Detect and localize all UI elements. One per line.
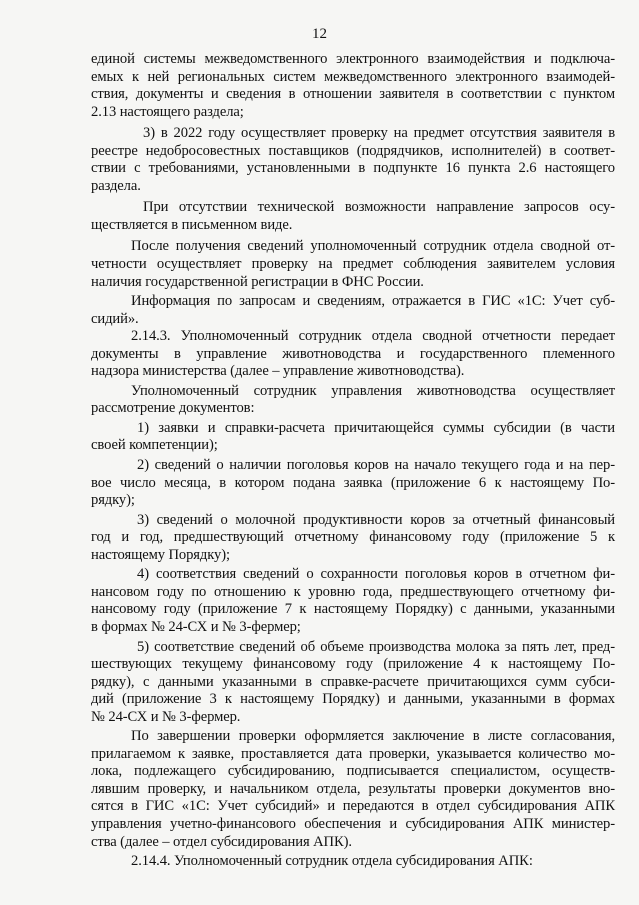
text-line: 3) сведений о молочной продуктивности коров за отчетный финансовый [137,511,615,528]
paragraph [91,853,615,871]
paragraph [91,51,615,121]
text-line: Информация по запросам и сведениям, отражается в ГИС «1С: Учет суб- [131,293,615,310]
text-line: 4) соответствия сведений о сохранности поголовья коров в отчетном фи- [137,566,615,583]
paragraph [91,328,615,381]
paragraph [91,457,615,510]
text-line: ствии с требованиями, установленными в подпункте 16 пункта 2.6 настоящего [91,160,615,177]
text-line: рядку); [91,492,135,509]
text-line: № 24-СХ и № 3-фермер. [91,708,241,725]
paragraph [91,512,615,565]
text-line: своей компетенции); [91,437,218,454]
paragraph [91,728,615,851]
paragraph [91,420,615,455]
text-line: шествующих текущему финансовому году (приложение 4 к настоящему По- [91,656,615,673]
paragraph [91,639,615,727]
text-line: настоящему Порядку); [91,546,230,563]
paragraph [91,293,615,328]
text-line: документы в управление животноводства и государственного племенного [91,345,615,362]
text-line: лявшим проверку, и начальником отдела, результаты проверки документов вно- [91,780,615,797]
text-line: 2.13 настоящего раздела; [91,103,244,120]
text-line: единой системы межведомственного электронного взаимодействия и подключа- [91,51,615,67]
text-line: надзора министерства (далее – управление животноводства). [91,363,465,380]
text-line: ствия, документы и сведения в отношении заявителя в соответствии с пунктом [91,86,615,103]
text-line: При отсутствии технической возможности направление запросов осу- [143,199,615,216]
text-line: Уполномоченный сотрудник управления животноводства осуществляет [131,382,615,399]
text-line: нансовом году по отношению к уровню года, предшествующего отчетному фи- [91,583,615,600]
text-line: 3) в 2022 году осуществляет проверку на предмет отсутствия заявителя в [143,125,615,142]
text-line: нансовому году (приложение 7 к настоящему Порядку) с данными, указанными [91,601,615,618]
text-line: 2.14.3. Уполномоченный сотрудник отдела сводной отчетности передает [131,328,615,345]
body-text [91,51,615,871]
text-line: дий (приложение 3 к настоящему Порядку) и данными, указанными в формах [91,691,615,708]
text-line: раздела. [91,177,141,194]
text-line: сидий». [91,310,139,327]
text-line: лока, подлежащего субсидированию, подписывается специалистом, осуществ- [91,763,615,780]
text-line: в формах № 24-СХ и № 3-фермер; [91,618,301,635]
text-line: вое число месяца, в котором подана заявка (приложение 6 к настоящему По- [91,474,615,491]
text-line: сятся в ГИС «1С: Учет субсидий» и передаются в отдел субсидирования АПК [91,798,615,815]
text-line: 1) заявки и справки-расчета причитающейся суммы субсидии (в части [137,419,615,436]
text-line: После получения сведений уполномоченный сотрудник отдела сводной от- [131,238,615,255]
text-line: реестре недобросовестных поставщиков (подрядчиков, исполнителей) в соответ- [91,142,615,159]
text-line: прилагаемом к заявке, проставляется дата проверки, указывается количество мо- [91,745,615,762]
text-line: управления учетно-финансового обеспечения и субсидирования АПК министер- [91,815,615,832]
text-line: наличия государственной регистрации в ФНС России. [91,273,424,290]
text-line: год и год, предшествующий отчетному финансовому году (приложение 5 к [91,529,615,546]
paragraph [91,566,615,636]
paragraph [91,199,615,234]
text-line: рядку), с данными указанными в справке-расчете причитающихся сумм субси- [91,673,615,690]
text-line: По завершении проверки оформляется заключение в листе согласования, [131,728,615,745]
text-line: рассмотрение документов: [91,400,255,417]
text-line: емых к ней региональных систем межведомственного электронного взаимодей- [91,68,615,85]
text-line: 5) соответствие сведений об объеме производства молока за пять лет, пред- [137,638,615,655]
text-line: 2) сведений о наличии поголовья коров на начало текущего года и на пер- [137,457,615,474]
paragraph [91,125,615,195]
page-number: 12 [312,26,327,42]
text-line: 2.14.4. Уполномоченный сотрудник отдела субсидирования АПК: [131,853,533,870]
paragraph [91,383,615,418]
text-line: ществляется в письменном виде. [91,216,293,233]
paragraph [91,238,615,291]
text-line: четности осуществляет проверку на предмет соблюдения заявителем условия [91,256,615,273]
text-line: ства (далее – отдел субсидирования АПК). [91,833,352,850]
